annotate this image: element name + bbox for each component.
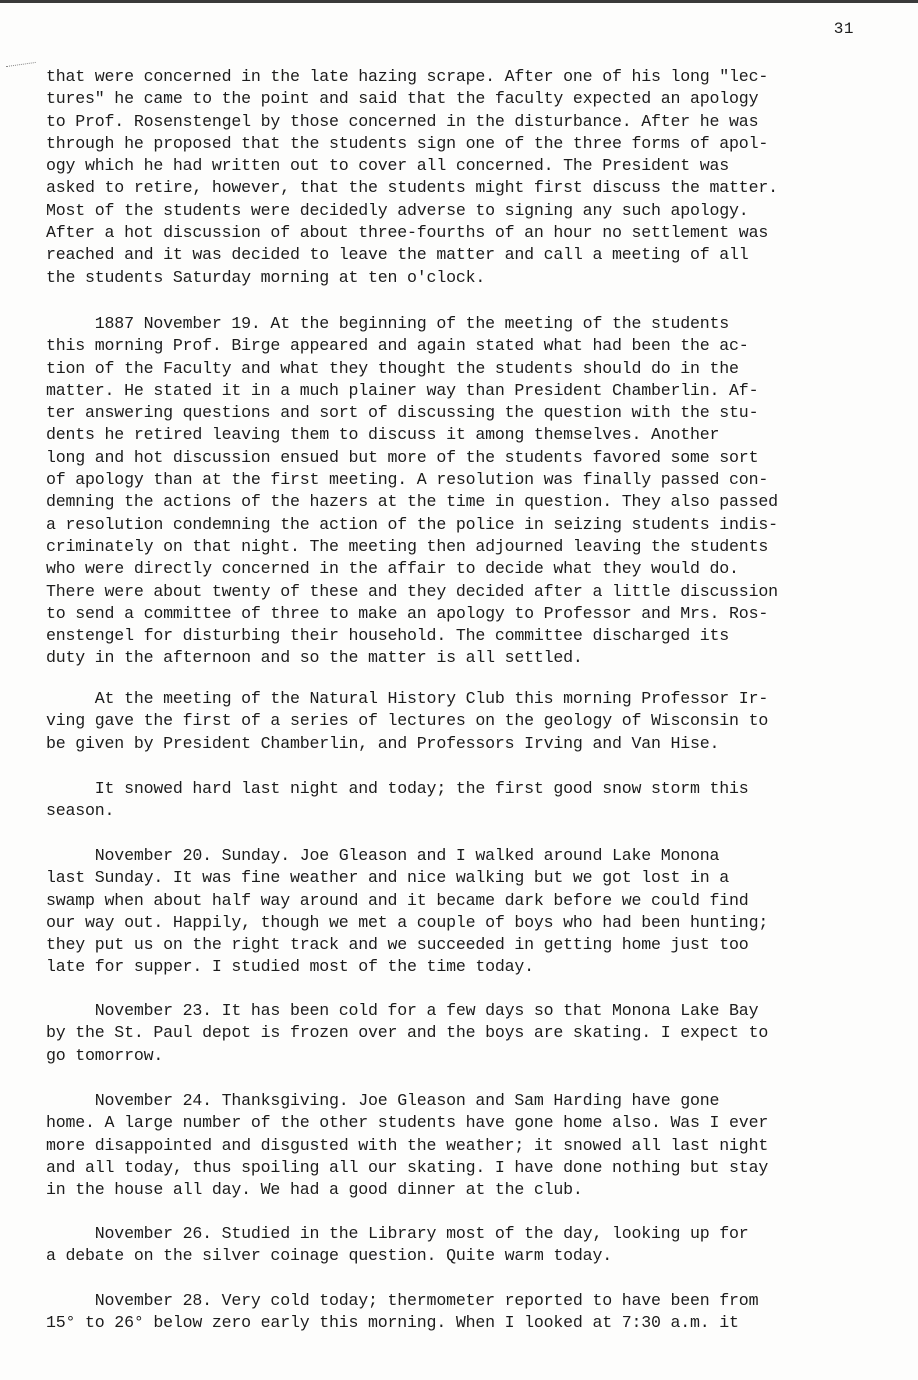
text-line: ving gave the first of a series of lectures on the geology of Wisconsin to <box>46 711 769 731</box>
text-line: the students Saturday morning at ten o'clock. <box>46 267 486 287</box>
text-line: to Prof. Rosenstengel by those concerned in the disturbance. After he was <box>46 111 759 131</box>
text-line: and all today, thus spoiling all our skating. I have done nothing but stay <box>46 1157 769 1177</box>
text-line: home. A large number of the other students have gone home also. Was I ever <box>46 1113 769 1133</box>
text-line: this morning Prof. Birge appeared and again stated what had been the ac- <box>46 336 749 356</box>
text-line: duty in the afternoon and so the matter is all settled. <box>46 648 583 668</box>
text-line: a resolution condemning the action of the police in seizing students indis- <box>46 514 778 534</box>
text-line: It snowed hard last night and today; the first good snow storm this <box>46 779 749 798</box>
text-line: reached and it was decided to leave the matter and call a meeting of all <box>46 245 749 265</box>
text-line: swamp when about half way around and it became dark before we could find <box>46 890 749 910</box>
text-line: season. <box>46 801 115 821</box>
paragraph <box>46 845 886 979</box>
text-line: criminately on that night. The meeting then adjourned leaving the students <box>46 536 769 556</box>
text-line: who were directly concerned in the affair to decide what they would do. <box>46 559 739 579</box>
page-number: 31 <box>833 20 854 38</box>
text-line: a debate on the silver coinage question. Quite warm today. <box>46 1246 612 1266</box>
paragraph <box>46 1290 886 1335</box>
text-line: ogy which he had written out to cover all concerned. The President was <box>46 156 730 176</box>
text-line: through he proposed that the students sign one of the three forms of apol- <box>46 133 769 153</box>
text-line: dents he retired leaving them to discuss it among themselves. Another <box>46 425 720 445</box>
text-line: November 20. Sunday. Joe Gleason and I walked around Lake Monona <box>46 846 720 865</box>
text-line: in the house all day. We had a good dinner at the club. <box>46 1180 583 1200</box>
paragraph <box>46 1223 886 1268</box>
paragraph <box>46 1000 886 1067</box>
margin-mark <box>6 62 36 69</box>
text-line: tures" he came to the point and said that the faculty expected an apology <box>46 89 759 109</box>
text-line: they put us on the right track and we succeeded in getting home just too <box>46 935 749 955</box>
top-rule <box>0 0 918 3</box>
text-line: There were about twenty of these and they decided after a little discussion <box>46 581 778 601</box>
text-line: tion of the Faculty and what they thought the students should do in the <box>46 358 739 378</box>
text-line: that were concerned in the late hazing scrape. After one of his long "lec- <box>46 67 769 86</box>
text-line: go tomorrow. <box>46 1045 164 1065</box>
paragraph <box>46 313 886 670</box>
text-line: November 28. Very cold today; thermometer reported to have been from <box>46 1291 759 1310</box>
paragraph <box>46 1090 886 1201</box>
text-line: asked to retire, however, that the students might first discuss the matter. <box>46 178 778 198</box>
paragraph <box>46 778 886 823</box>
text-line: November 26. Studied in the Library most of the day, looking up for <box>46 1224 749 1243</box>
text-line: late for supper. I studied most of the time today. <box>46 957 534 977</box>
text-line: November 23. It has been cold for a few days so that Monona Lake Bay <box>46 1001 759 1020</box>
paragraph <box>46 688 886 755</box>
text-line: 1887 November 19. At the beginning of the meeting of the students <box>46 314 730 333</box>
paragraph <box>46 66 886 289</box>
text-line: At the meeting of the Natural History Club this morning Professor Ir- <box>46 689 769 708</box>
text-line: to send a committee of three to make an apology to Professor and Mrs. Ros- <box>46 603 769 623</box>
text-line: Most of the students were decidedly adverse to signing any such apology. <box>46 200 749 220</box>
text-line: November 24. Thanksgiving. Joe Gleason and Sam Harding have gone <box>46 1091 720 1110</box>
text-line: 15° to 26° below zero early this morning. When I looked at 7:30 a.m. it <box>46 1313 739 1333</box>
text-line: enstengel for disturbing their household. The committee discharged its <box>46 626 730 646</box>
text-line: more disappointed and disgusted with the weather; it snowed all last night <box>46 1135 769 1155</box>
text-line: ter answering questions and sort of discussing the question with the stu- <box>46 403 759 423</box>
text-line: long and hot discussion ensued but more of the students favored some sort <box>46 447 759 467</box>
text-line: After a hot discussion of about three-fourths of an hour no settlement was <box>46 223 769 243</box>
text-line: be given by President Chamberlin, and Professors Irving and Van Hise. <box>46 733 720 753</box>
text-line: of apology than at the first meeting. A resolution was finally passed con- <box>46 470 769 490</box>
text-line: by the St. Paul depot is frozen over and the boys are skating. I expect to <box>46 1023 769 1043</box>
text-line: our way out. Happily, though we met a couple of boys who had been hunting; <box>46 912 769 932</box>
text-line: last Sunday. It was fine weather and nice walking but we got lost in a <box>46 868 730 888</box>
text-line: matter. He stated it in a much plainer way than President Chamberlin. Af- <box>46 380 759 400</box>
text-line: demning the actions of the hazers at the time in question. They also passed <box>46 492 778 512</box>
